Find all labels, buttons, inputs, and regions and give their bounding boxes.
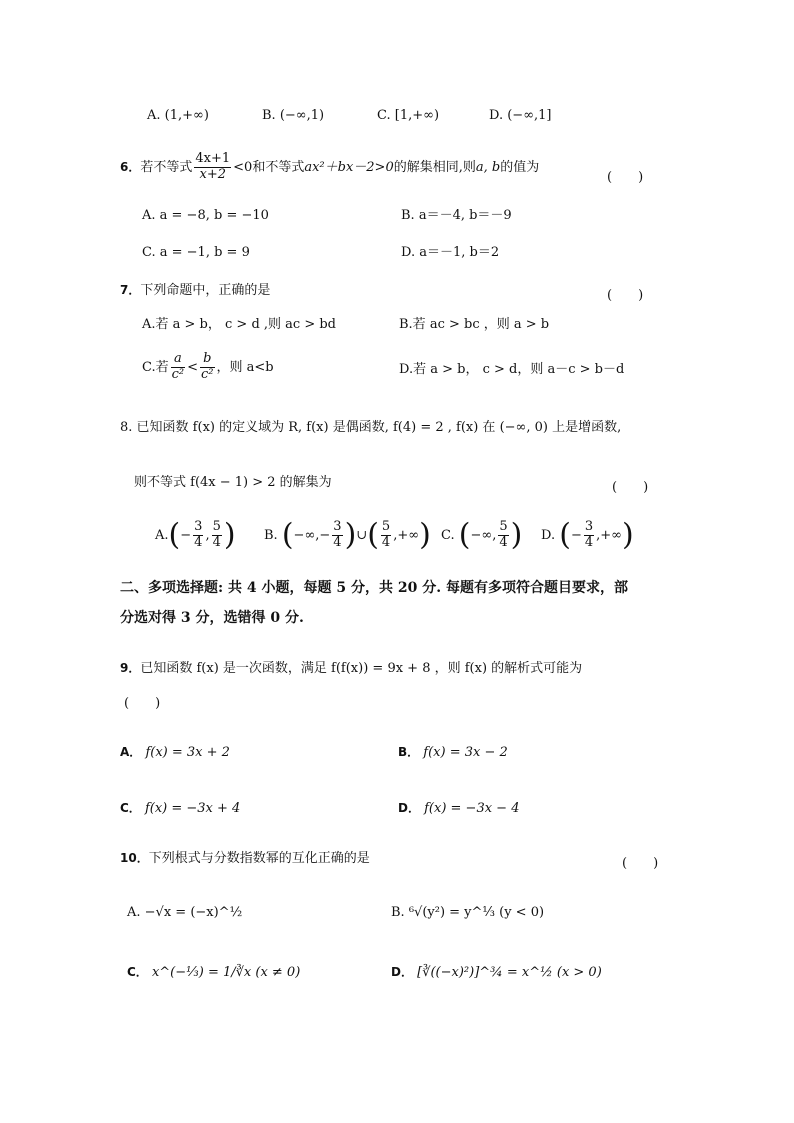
q10-answer-paren: ( ) [622, 856, 659, 871]
q7-c-frac2 [200, 352, 215, 383]
q9-b-expr: f(x) = 3x − 2 [423, 745, 508, 760]
q7-text: 下列命题中，正确的是 [140, 283, 271, 298]
q10-option-c [127, 966, 300, 979]
q7-c-pre: C.若 [142, 359, 169, 375]
q9-option-c [120, 802, 240, 815]
q9-text: 已知函数 f(x) 是一次函数，满足 f(f(x)) = 9x + 8 ，则 f(x) 的解析式可能为 [140, 661, 583, 676]
q8-b-frac1 [332, 520, 342, 551]
paren-left: ( [281, 517, 294, 553]
option-label: D． [398, 801, 420, 815]
option-label: C． [127, 965, 148, 979]
q8-option-b: B. (−∞,− $\frac{3}{4}$ )∪( $\frac{5}{4}$ ,+∞) [264, 517, 431, 553]
q6-frac-num: 4x+1 [195, 151, 231, 166]
frac-num: 3 [584, 519, 594, 534]
q8-a-frac2 [212, 520, 222, 551]
option-label: B． [398, 745, 420, 759]
section-2-header-line-2: 分选对得 3 分，选错得 0 分. [120, 610, 304, 626]
q8-option-c: C. (−∞, $\frac{5}{4}$ ) [441, 517, 523, 553]
q8-text: 已知函数 f(x) 的定义域为 R, f(x) 是偶函数, f(4) = 2 , f(x) 在 (−∞, 0) 上是增函数, [136, 420, 622, 435]
q8-b-frac2 [381, 520, 391, 551]
option-label: D． [391, 965, 413, 979]
q5-option-c: C. [1,+∞) [377, 108, 440, 123]
question-number: 8. [120, 420, 133, 435]
q5-option-a: A. (1,+∞) [147, 108, 209, 123]
q7-c-lt: < [187, 359, 199, 375]
q9-option-b [398, 746, 508, 759]
q6-answer-paren: ( ) [607, 170, 644, 185]
frac-den: 4 [381, 534, 391, 550]
q9-c-expr: f(x) = −3x + 4 [144, 801, 241, 816]
option-label: A． [120, 745, 142, 759]
question-8-stem-2: 则不等式 f(4x − 1) > 2 的解集为 [134, 475, 332, 490]
frac-den: c² [171, 366, 185, 382]
frac-den: c² [201, 366, 214, 382]
frac-den: 4 [194, 534, 203, 550]
frac-num: 3 [333, 519, 342, 534]
q6-expr: ax²＋bx－2>0 [304, 159, 394, 175]
q10-option-d [391, 966, 602, 979]
question-number: 9． [120, 661, 141, 675]
paren-left: ( [367, 517, 379, 553]
q6-option-d: D. a＝－1, b＝2 [401, 245, 500, 260]
paren-left: ( [168, 517, 181, 553]
question-number: 6． [120, 159, 141, 174]
paren-left: ( [559, 517, 571, 553]
q8-option-a: A.(− $\frac{3}{4}$ , $\frac{5}{4}$ ) [155, 517, 236, 553]
q8-c-frac [498, 520, 508, 551]
paren-left: ( [458, 517, 471, 553]
question-8-stem [120, 421, 621, 434]
q7-option-c [142, 352, 274, 383]
paren-right: ) [510, 517, 523, 553]
paren-right: ) [622, 517, 634, 553]
q9-d-expr: f(x) = −3x − 4 [424, 801, 520, 816]
q10-text: 下列根式与分数指数幂的互化正确的是 [148, 851, 370, 866]
paren-right: ) [223, 517, 236, 553]
q6-vars: a, b [475, 159, 501, 175]
frac-den: 4 [212, 534, 221, 550]
question-7-stem [120, 284, 270, 297]
question-9-stem [120, 662, 582, 675]
q6-option-c: C. a = −1, b = 9 [142, 245, 250, 260]
q7-answer-paren: ( ) [607, 288, 644, 303]
frac-den: 4 [499, 534, 508, 550]
q6-option-a: A. a = −8, b = −10 [142, 208, 269, 223]
q5-option-d: D. (−∞,1] [489, 108, 552, 123]
frac-num: 5 [212, 519, 221, 534]
q6-text-before: 若不等式 [140, 159, 193, 175]
frac-num: 5 [499, 519, 508, 534]
q6-text-after: 的解集相同,则 [393, 159, 476, 175]
q9-option-d [398, 802, 519, 815]
option-label: C． [120, 801, 141, 815]
paren-right: ) [344, 517, 357, 553]
frac-num: 3 [194, 519, 203, 534]
frac-den: 4 [584, 534, 594, 550]
q10-option-b: B. ⁶√(y²) = y^⅓ (y < 0) [391, 905, 545, 920]
q6-text-end: 的值为 [500, 159, 540, 175]
q10-c-expr: x^(−⅓) = 1/∛x (x ≠ 0) [151, 965, 301, 980]
q10-option-a: A. −√x = (−x)^½ [127, 905, 243, 920]
q9-a-expr: f(x) = 3x + 2 [145, 745, 230, 760]
question-number: 10． [120, 851, 149, 865]
q8-a-frac1 [193, 520, 203, 551]
question-number: 7． [120, 283, 141, 297]
option-label: C. [441, 527, 455, 543]
option-label: B. [264, 527, 278, 543]
q5-option-b: B. (−∞,1) [262, 108, 325, 123]
option-label: A. [155, 527, 169, 543]
q9-answer-paren: ( ) [124, 696, 161, 711]
section-2-header-line-1: 二、多项选择题: 共 4 小题，每题 5 分，共 20 分. 每题有多项符合题目要求，部 [120, 580, 628, 596]
q6-text-mid: <0和不等式 [233, 159, 305, 175]
question-10-stem [120, 852, 370, 865]
q8-d-frac [584, 520, 594, 551]
q7-c-frac1 [171, 352, 186, 383]
q10-d-expr: [∛((−x)²)]^¾ = x^½ (x > 0) [417, 965, 602, 980]
q7-option-a: A.若 a > b， c > d ,则 ac > bd [142, 317, 337, 332]
q6-fraction [194, 152, 231, 183]
q6-option-b: B. a＝－4, b＝－9 [401, 208, 512, 223]
q7-option-d: D.若 a > b， c > d，则 a－c > b－d [399, 362, 625, 377]
question-6-stem [120, 152, 539, 183]
frac-den: 4 [333, 534, 342, 550]
q6-frac-den: x+2 [194, 167, 231, 183]
frac-num: a [173, 351, 182, 366]
q7-c-post: ，则 a<b [216, 359, 274, 375]
frac-num: b [203, 351, 212, 366]
q8-option-d: D. (− $\frac{3}{4}$ ,+∞) [541, 517, 634, 553]
paren-right: ) [419, 517, 431, 553]
frac-num: 5 [381, 519, 391, 534]
option-label: D. [541, 527, 556, 543]
q7-option-b: B.若 ac > bc ，则 a > b [399, 317, 550, 332]
q9-option-a [120, 746, 230, 759]
q8-answer-paren: ( ) [612, 480, 649, 495]
